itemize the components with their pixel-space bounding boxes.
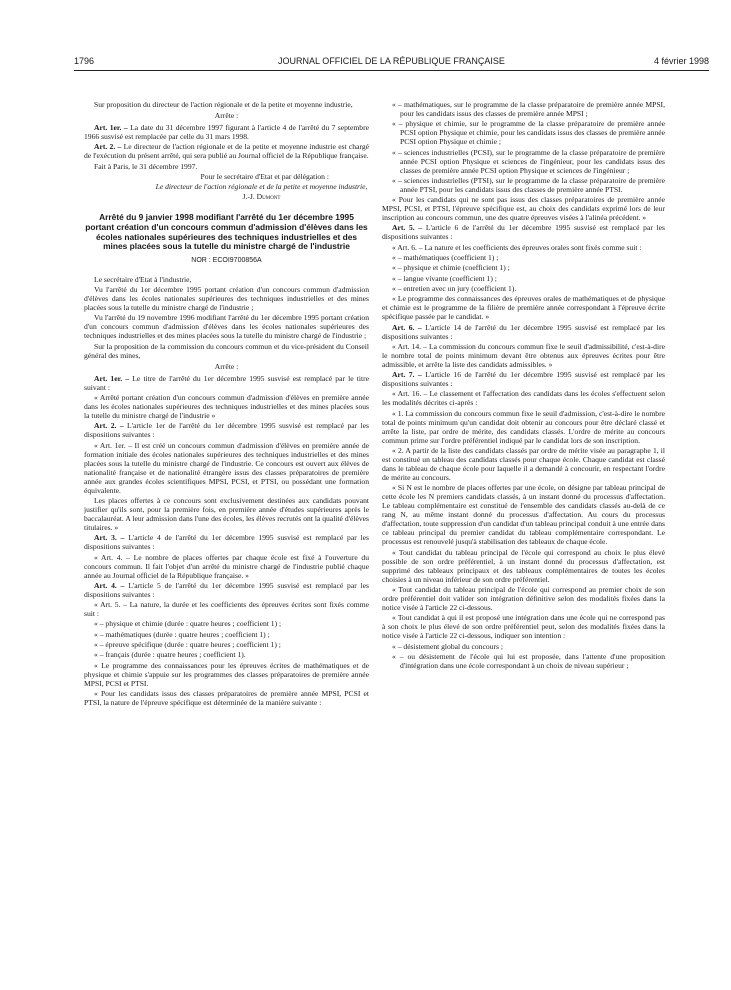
paragraph — [84, 496, 369, 532]
paragraph-text: « – physique et chimie, sur le programme de la classe préparatoire de première année PCSI option Physique et chimie, pour les candidats issus des classes de première année PCSI option Physique et chimie ; — [392, 119, 665, 147]
paragraph-text: Le secrétaire d'Etat à l'industrie, — [94, 274, 192, 284]
paragraph-text: « Art. 6. – La nature et les coefficients des épreuves orales sont fixés comme suit : — [392, 242, 642, 252]
paragraph — [84, 393, 369, 420]
paragraph — [382, 548, 665, 584]
paragraph — [84, 362, 369, 371]
paragraph-text: « – français (durée : quatre heures ; coefficient 1). — [94, 650, 246, 660]
article-label: Art. 3. – — [94, 533, 125, 543]
paragraph — [84, 111, 369, 120]
article-label: Art. 2. – — [94, 142, 122, 152]
paragraph — [382, 100, 665, 118]
paragraph-text: « – entretien avec un jury (coefficient 1). — [392, 283, 517, 293]
paragraph-text: J.-J. Dumont — [242, 192, 281, 202]
paragraph-text: « Si N est le nombre de places offertes par une école, on désigne par tableau principal de cette école les N premiers candidats classés, à un instant donné du processus d'affectation. Le tableau complémentaire est constitué de l'ensemble des candidats classés au-delà de ce rang N, au même instant donné du processus d'affectation. Au cours du processus d'affectation, toute suppression d'un candidat d'un tableau principal conduit à une entrée dans ce tableau principal du premier candidat du tableau complémentaire correspondant. Le processus est renouvelé jusqu'à stabilisation des tableaux de chaque école. — [382, 483, 665, 547]
paragraph-text: Le directeur de l'action régionale et de la petite et moyenne industrie est chargé de l'exécution du présent arrêté, qui sera publié au Journal officiel de la République française. — [84, 142, 369, 161]
paragraph-text: « Arrêté portant création d'un concours commun d'admission d'élèves en première année dans les écoles nationales supérieures des techniques industrielles et des mines placées sous la tutelle du ministre chargé de l'industrie » — [84, 393, 369, 421]
paragraph-text: L'article 4 de l'arrêté du 1er décembre 1995 susvisé est remplacé par les dispositions suivantes : — [84, 533, 369, 552]
article-label: Art. 6. – — [392, 322, 422, 332]
paragraph — [84, 142, 369, 160]
paragraph-text: « Tout candidat du tableau principal de l'école qui correspond au choix le plus élevé possible de son ordre préférentiel, à un instant donné du processus d'affectation, est supprimé des tableaux principaux et des tableaux complémentaires de toutes les écoles choisies à un niveau inférieur de son ordre préférentiel. — [382, 547, 665, 584]
paragraph — [84, 275, 369, 284]
paragraph — [382, 446, 665, 482]
paragraph-text: Le titre de l'arrêté du 1er décembre 1995 susvisé est remplacé par le titre suivant : — [84, 373, 369, 392]
paragraph — [84, 374, 369, 392]
paragraph — [382, 389, 665, 407]
paragraph-text: Arrête : — [214, 361, 239, 371]
paragraph — [382, 119, 665, 146]
article-label: Art. 5. – — [392, 223, 423, 233]
page-number: 1796 — [74, 56, 95, 66]
paragraph-text: « – mathématiques, sur le programme de la classe préparatoire de première année MPSI, pour les candidats issus des classes de première année MPSI ; — [392, 100, 665, 118]
paragraph — [382, 409, 665, 445]
paragraph-text: « Art. 1er. – Il est créé un concours commun d'admission d'élèves en première année de formation initiale des écoles nationales supérieures des techniques industrielles et des mines placées sous la tutelle du ministre chargé de l'industrie. Ce concours est ouvert aux élèves de nationalité française et de nationalité étrangère issus des classes préparatoires de première année aux grandes écoles scientifiques MPSI, PCSI, et PTSI, ou possédant une formation équivalente. — [84, 440, 369, 495]
paragraph — [84, 533, 369, 551]
paragraph-text: Les places offertes à ce concours sont exclusivement destinées aux candidats pouvant justifier qu'ils sont, pour la première fois, en première année d'études supérieures après le baccalauréat. A leur admission dans l'une des écoles, les élèves recrutés ont la qualité d'élèves titulaires. » — [84, 495, 369, 532]
paragraph — [382, 652, 665, 670]
paragraph — [382, 642, 665, 651]
article-label: Art. 1er. – — [94, 373, 130, 383]
paragraph-text: Fait à Paris, le 31 décembre 1997. — [94, 161, 198, 171]
paragraph — [382, 613, 665, 640]
paragraph — [154, 192, 369, 201]
paragraph — [382, 148, 665, 175]
paragraph — [84, 640, 369, 649]
paragraph — [382, 370, 665, 388]
article-label: Art. 7. – — [392, 370, 422, 380]
paragraph — [84, 553, 369, 580]
paragraph — [382, 253, 665, 262]
article-label: Art. 4. – — [94, 580, 125, 590]
paragraph — [84, 630, 369, 639]
paragraph-text: « 2. A partir de la liste des candidats classés par ordre de mérite visée au paragraphe 1, il est constitué un tableau des candidats classés pour chaque école. Chaque candidat est classé dans le tableau de chaque école pour laquelle il a demandé à concourir, en respectant l'ordre de mérite au concours. — [382, 446, 665, 483]
paragraph-text: Pour le secrétaire d'Etat et par délégation : — [200, 171, 329, 181]
paragraph — [382, 176, 665, 194]
paragraph — [84, 661, 369, 688]
paragraph-text: Arrêté du 9 janvier 1998 modifiant l'arrêté du 1er décembre 1995 portant création d'un concours commun d'admission d'élèves dans les écoles nationales supérieures des techniques industrielles et des mines placées sous la tutelle du ministre chargé de l'industrie — [85, 212, 368, 252]
issue-date: 4 février 1998 — [653, 56, 709, 66]
paragraph — [84, 285, 369, 312]
paragraph-text: « 1. La commission du concours commun fixe le seuil d'admission, c'est-à-dire le nombre total de points minimum qu'un candidat doit obtenir au concours pour être déclaré classé et arrête la liste, par ordre de mérite, des candidats classés. L'ordre de mérite au concours commun prime sur l'ordre préférentiel indiqué par le candidat lors de son inscription. — [382, 408, 665, 445]
header-rule — [74, 70, 709, 71]
paragraph — [84, 441, 369, 495]
paragraph — [382, 294, 665, 321]
paragraph-text: L'article 1er de l'arrêté du 1er décembre 1995 susvisé est remplacé par les dispositions suivantes : — [84, 421, 369, 440]
paragraph — [154, 182, 369, 191]
paragraph — [84, 313, 369, 340]
journal-title: JOURNAL OFFICIEL DE LA RÉPUBLIQUE FRANÇAISE — [278, 56, 505, 66]
paragraph-text: Vu l'arrêté du 19 novembre 1996 modifiant l'arrêté du 1er décembre 1995 portant création d'un concours commun d'admission d'élèves dans les écoles nationales supérieures des techniques industrielles et des mines placées sous la tutelle du ministre chargé de l'industrie ; — [84, 313, 369, 341]
paragraph — [382, 483, 665, 546]
paragraph — [382, 263, 665, 272]
paragraph-text: L'article 14 de l'arrêté du 1er décembre 1995 susvisé est remplacé par les dispositions suivantes : — [382, 322, 665, 341]
paragraph-text: « – physique et chimie (durée : quatre heures ; coefficient 1) ; — [94, 619, 282, 629]
paragraph-text: Vu l'arrêté du 1er décembre 1995 portant création d'un concours commun d'admission d'élèves dans les écoles nationales supérieures des techniques industrielles et des mines placées sous la tutelle du ministre chargé de l'industrie ; — [84, 285, 369, 313]
paragraph-text: L'article 6 de l'arrêté du 1er décembre 1995 susvisé est remplacé par les dispositions suivantes : — [382, 223, 665, 242]
paragraph-text: « Pour les candidats issus des classes préparatoires de première année MPSI, PCSI et PTSI, la nature de l'épreuve spécifique est déterminée de la manière suivante : — [84, 688, 369, 707]
paragraph — [84, 172, 369, 181]
paragraph-text: Arrête : — [214, 111, 239, 120]
paragraph-text: « – mathématiques (durée : quatre heures ; coefficient 1) ; — [94, 629, 270, 639]
paragraph — [382, 284, 665, 293]
paragraph-text: « Tout candidat à qui il est proposé une intégration dans une école qui ne correspond pas à son choix le plus élevé de son ordre préférentiel peut, selon des modalités fixées dans la notice visée à l'article 22 ci-dessous, indiquer son intention : — [382, 613, 665, 641]
paragraph — [382, 223, 665, 241]
paragraph — [84, 619, 369, 628]
paragraph-text: « – désistement global du concours ; — [392, 641, 503, 651]
paragraph — [84, 581, 369, 599]
paragraph-text: L'article 5 de l'arrêté du 1er décembre 1995 susvisé est remplacé par les dispositions suivantes : — [84, 580, 369, 599]
paragraph — [84, 256, 369, 265]
paragraph — [84, 123, 369, 141]
paragraph — [84, 689, 369, 707]
paragraph-text: « Art. 14. – La commission du concours commun fixe le seuil d'admissibilité, c'est-à-dire le nombre total de points minimum devant être obtenus aux épreuves écrites pour être admissible, et arrête la liste des candidats admissibles. » — [382, 341, 665, 369]
paragraph-text: « Le programme des connaissances des épreuves orales de mathématiques et de physique et chimie est le programme de la filière de première année correspondant à l'épreuve écrite spécifique passée par le candidat. » — [382, 294, 665, 322]
paragraph — [84, 650, 369, 659]
paragraph — [382, 243, 665, 252]
paragraph-text: Sur la proposition de la commission du concours commun et du vice-président du Conseil général des mines, — [84, 341, 369, 360]
paragraph — [84, 100, 369, 109]
paragraph-text: « – sciences industrielles (PCSI), sur le programme de la classe préparatoire de première année PCSI option Physique et sciences de l'ingénieur, pour les candidats issus des classes de première année PCSI option Physique et sciences de l'ingénieur ; — [392, 147, 665, 175]
article-label: Art. 2. – — [94, 421, 124, 431]
right-column — [382, 100, 665, 985]
paragraph-text: « – épreuve spécifique (durée : quatre heures ; coefficient 1) ; — [94, 640, 281, 650]
paragraph-text: L'article 16 de l'arrêté du 1er décembre 1995 susvisé est remplacé par les dispositions suivantes : — [382, 370, 665, 389]
paragraph-text: La date du 31 décembre 1997 figurant à l'article 4 de l'arrêté du 7 septembre 1966 susvisé est remplacée par celle du 31 mars 1998. — [84, 123, 369, 141]
paragraph-text: « – ou désistement de l'école qui lui est proposée, dans l'attente d'une proposition d'intégration dans une école correspondant à un choix de niveau supérieur ; — [392, 651, 665, 670]
paragraph — [84, 421, 369, 439]
paragraph-text: NOR : ECOI9700856A — [191, 256, 262, 264]
paragraph-text: « Art. 4. – Le nombre de places offertes par chaque école est fixé à l'ouverture du concours commun. Il fait l'objet d'un arrêté du ministre chargé de l'industrie publié chaque année au Journal officiel de la République française. » — [84, 552, 369, 580]
paragraph — [382, 195, 665, 222]
paragraph-text: « – sciences industrielles (PTSI), sur le programme de la classe préparatoire de première année PTSI, pour les candidats issus des classes de première année PTSI. — [392, 175, 665, 194]
paragraph — [84, 213, 369, 251]
left-column — [84, 100, 369, 985]
paragraph-text: « Pour les candidats qui ne sont pas issus des classes préparatoires de première année MPSI, PCSI, et PTSI, l'épreuve spécifique est, au choix des candidats exprimé lors de leur inscription au concours commun, une des quatre épreuves visées à l'alinéa précédent. » — [382, 195, 665, 223]
paragraph — [84, 162, 369, 171]
paragraph-text: « Art. 16. – Le classement et l'affectation des candidats dans les écoles s'effectuent selon les modalités décrites ci-après : — [382, 389, 665, 408]
page-header — [74, 56, 709, 70]
paragraph-text: « Tout candidat du tableau principal de l'école qui correspond au premier choix de son ordre préférentiel doit valider son intégration définitive selon des modalités fixées dans la notice visée à l'article 22 ci-dessous. — [382, 584, 665, 612]
paragraph-text: « Le programme des connaissances pour les épreuves écrites de mathématiques et de physique et chimie s'appuie sur les programmes des classes préparatoires de première année MPSI, PCSI et PTSI. — [84, 660, 369, 688]
paragraph — [382, 342, 665, 369]
paragraph-text: Le directeur de l'action régionale et de la petite et moyenne industrie, — [155, 182, 368, 192]
paragraph-text: « – langue vivante (coefficient 1) ; — [392, 273, 497, 283]
paragraph — [382, 274, 665, 283]
paragraph — [84, 600, 369, 618]
paragraph-text: « – mathématiques (coefficient 1) ; — [392, 253, 499, 263]
paragraph — [84, 342, 369, 360]
paragraph-text: Sur proposition du directeur de l'action régionale et de la petite et moyenne industrie, — [94, 100, 353, 109]
paragraph — [382, 585, 665, 612]
article-label: Art. 1er. – — [94, 123, 128, 132]
paragraph-text: « Art. 5. – La nature, la durée et les coefficients des épreuves écrites sont fixés comme suit : — [84, 600, 369, 619]
paragraph-text: « – physique et chimie (coefficient 1) ; — [392, 263, 510, 273]
paragraph — [382, 323, 665, 341]
